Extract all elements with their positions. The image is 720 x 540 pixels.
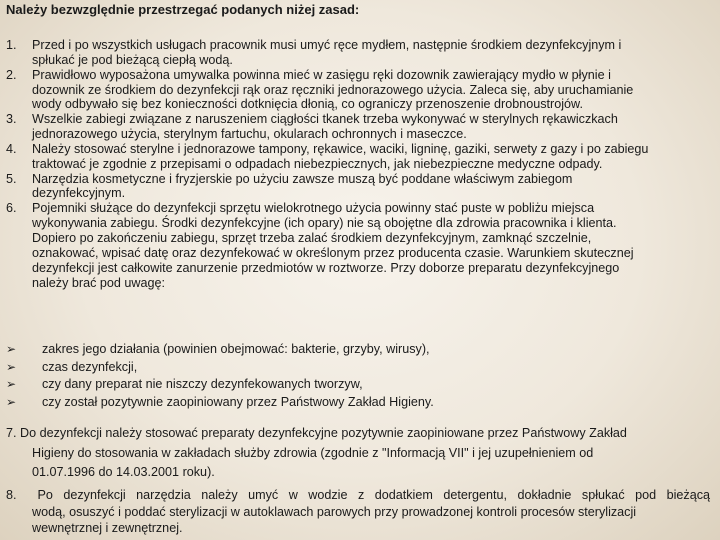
rule-line: Higieny do stosowania w zakładach służby zdrowia (zgodnie z "Informacją VII" i jej uzupełnieniem od	[32, 445, 594, 460]
rule-line: spłukać je pod bieżącą ciepłą wodą.	[32, 52, 233, 67]
arrowhead-bullet-icon: ➢	[6, 342, 17, 356]
arrowhead-bullet-icon: ➢	[6, 377, 17, 391]
rule-line: Dopiero po zakończeniu zabiegu, sprzęt trzeba zalać środkiem dezynfekcyjnym, zamknąć szczelnie,	[32, 230, 592, 245]
rule-line: Pojemniki służące do dezynfekcji sprzętu wielokrotnego użycia powinny stać puste w pobliżu miejsca	[32, 201, 595, 216]
document-page	[6, 0, 712, 540]
rule-line: wykonywania zabiegu. Środki dezynfekcyjne (ich opary) nie są obojętne dla zdrowia pracownika i klienta.	[32, 216, 617, 231]
rule-line: wody odbywało się bez konieczności dotknięcia dłonią, co ograniczy przenoszenie drobnoustrojów.	[32, 97, 583, 112]
criteria-bullet-list	[6, 341, 710, 411]
rule-item-5	[6, 172, 710, 202]
rule-number: 1.	[6, 38, 17, 52]
bullet-item	[6, 341, 710, 359]
rule-line: oznakować, wpisać datę oraz dezynfekować w określonym przez producenta czasie. Warunkiem skutecznej	[32, 245, 634, 260]
rule-line: dozownik ze środkiem do dezynfekcji rąk oraz ręczniki jednorazowego użycia. Zaleca się, aby uruchamianie	[32, 82, 634, 97]
rule-line: 01.07.1996 do 14.03.2001 roku).	[32, 465, 215, 479]
rule-line: jednorazowego użycia, sterylnym fartuchu, okularach ochronnych i maseczce.	[32, 127, 467, 142]
rule-line: Do dezynfekcji należy stosować preparaty dezynfekcyjne pozytywnie zaopiniowane przez Państwowy Zakład	[20, 426, 627, 440]
rule-line: dezynfekcji jest całkowite zanurzenie przedmiotów w roztworze. Przy doborze preparatu dezynfekcyjnego	[32, 260, 620, 275]
rule-line: wodą, osuszyć i poddać sterylizacji w autoklawach parowych przy prowadzonej kontroli procesów sterylizacji	[32, 504, 637, 519]
arrowhead-bullet-icon: ➢	[6, 359, 17, 374]
rule-item-2	[6, 68, 710, 113]
rule-number: 4.	[6, 141, 17, 156]
rule-line: wewnętrznej i zewnętrznej.	[32, 521, 183, 535]
rule-number: 7.	[6, 426, 17, 440]
rule-item-3	[6, 112, 710, 142]
bullet-item	[6, 394, 710, 412]
rule-item-6	[6, 201, 710, 290]
rule-line: dezynfekcyjnym.	[32, 186, 126, 201]
rule-number: 2.	[6, 67, 17, 82]
bullet-text: zakres jego działania (powinien obejmować: bakterie, grzyby, wirusy),	[42, 342, 430, 356]
rule-number: 8.	[6, 488, 17, 502]
page-heading: Należy bezwzględnie przestrzegać podanych niżej zasad:	[6, 2, 360, 17]
rule-line: traktować je zgodnie z przepisami o odpadach niebezpiecznych, jak niebezpieczne medyczne odpady.	[32, 156, 603, 171]
bullet-item	[6, 359, 710, 377]
bullet-item	[6, 376, 710, 394]
rule-line: Narzędzia kosmetyczne i fryzjerskie po użyciu zawsze muszą być poddane właściwym zabiegom	[32, 171, 573, 186]
rule-item-1	[6, 38, 710, 68]
rule-item-8	[6, 487, 710, 537]
rule-number: 3.	[6, 112, 17, 127]
rule-line: Po dezynfekcji narzędzia należy umyć w wodzie z dodatkiem detergentu, dokładnie spłukać pod bieżącą	[37, 488, 710, 502]
bullet-text: czas dezynfekcji,	[42, 359, 138, 374]
rule-number: 6.	[6, 201, 17, 216]
rules-list	[6, 38, 710, 290]
rule-line: należy brać pod uwagę:	[32, 275, 166, 290]
rule-number: 5.	[6, 171, 17, 186]
rule-line: Prawidłowo wyposażona umywalka powinna mieć w zasięgu ręki dozownik zawierający mydło w płynie i	[32, 67, 611, 82]
rule-first-line	[6, 424, 710, 444]
rule-item-7	[6, 424, 710, 483]
bullet-text: czy dany preparat nie niszczy dezynfekowanych tworzyw,	[42, 377, 363, 391]
arrowhead-bullet-icon: ➢	[6, 394, 17, 409]
rule-first-line	[6, 487, 710, 504]
rule-line: Przed i po wszystkich usługach pracownik musi umyć ręce mydłem, następnie środkiem dezynfekcyjnym i	[32, 38, 622, 52]
rule-item-4	[6, 142, 710, 172]
rule-line: Wszelkie zabiegi związane z naruszeniem ciągłości tkanek trzeba wykonywać w sterylnych rękawiczkach	[32, 112, 618, 127]
rule-line: Należy stosować sterylne i jednorazowe tampony, rękawice, waciki, ligninę, gaziki, serwety z gazy i po zabiegu	[32, 141, 649, 156]
bullet-text: czy został pozytywnie zaopiniowany przez Państwowy Zakład Higieny.	[42, 394, 434, 409]
